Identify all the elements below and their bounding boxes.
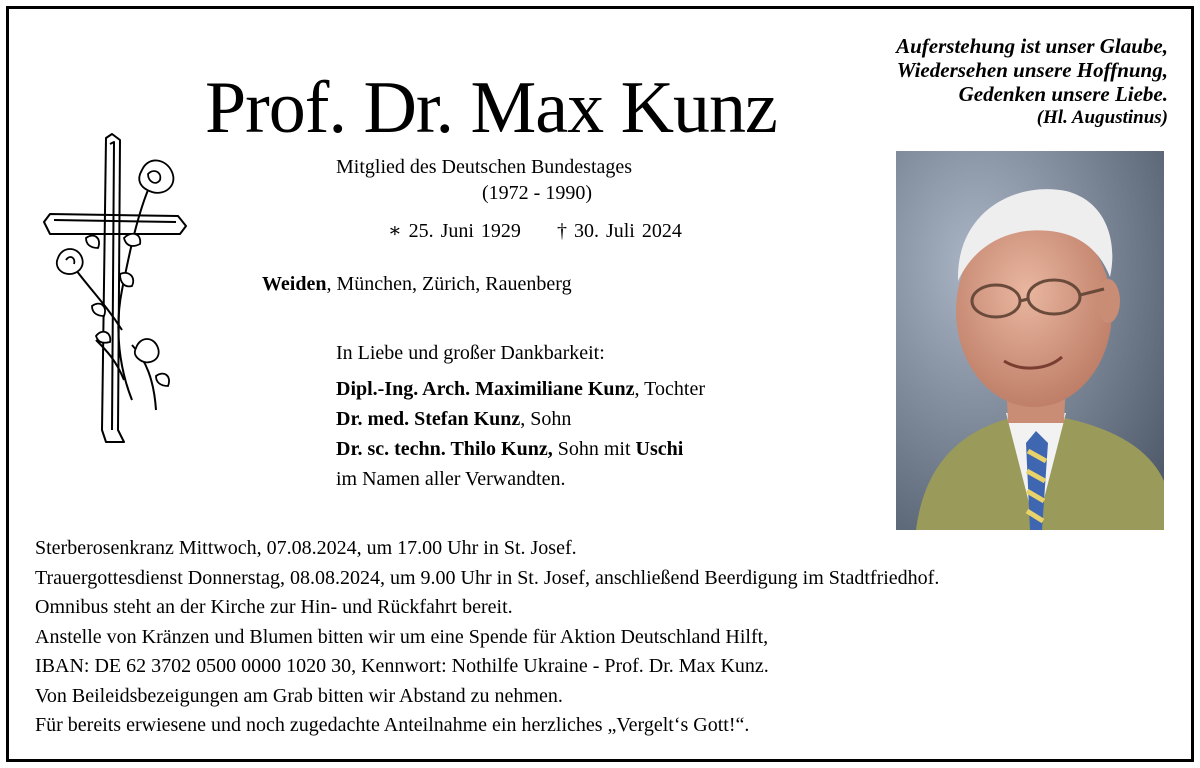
place-others: , München, Zürich, Rauenberg [326, 273, 572, 295]
death-date: † 30. Juli 2024 [556, 220, 682, 242]
mourner-2-name: Dr. med. Stefan Kunz [336, 408, 521, 430]
deceased-role: Mitglied des Deutschen Bundestages [336, 156, 633, 178]
portrait-photo [896, 151, 1164, 530]
deceased-role-period: (1972 - 1990) [482, 182, 592, 204]
quote-line-3: Gedenken unsere Liebe. [958, 82, 1168, 106]
info-line-5: IBAN: DE 62 3702 0500 0000 1020 30, Kennwort: Nothilfe Ukraine - Prof. Dr. Max Kunz. [35, 655, 769, 677]
mourner-1 [336, 374, 705, 404]
info-line-3: Omnibus steht an der Kirche zur Hin- und Rückfahrt bereit. [35, 596, 513, 618]
mourner-2-relation: , Sohn [520, 408, 572, 430]
info-line-1: Sterberosenkranz Mittwoch, 07.08.2024, um 17.00 Uhr in St. Josef. [35, 537, 577, 559]
service-information [35, 534, 939, 741]
place-primary: Weiden [262, 273, 327, 295]
life-dates [388, 218, 682, 243]
mourner-3-relation: Sohn mit [552, 438, 636, 460]
info-line-7: Für bereits erwiesene und noch zugedachte Anteilnahme ein herzliches „Vergelt‘s Gott!“. [35, 714, 750, 736]
mourner-2 [336, 404, 705, 434]
mourner-1-relation: , Tochter [634, 378, 705, 400]
mourner-3-name: Dr. sc. techn. Thilo Kunz, [336, 438, 553, 460]
info-line-4: Anstelle von Kränzen und Blumen bitten wir um eine Spende für Aktion Deutschland Hilft, [35, 625, 769, 648]
quote-line-1: Auferstehung ist unser Glaube, [896, 34, 1168, 58]
quote-line-2: Wiedersehen unsere Hoffnung, [896, 58, 1168, 82]
mourners-closing: im Namen aller Verwandten. [336, 468, 566, 490]
mourners-list [336, 374, 705, 494]
mourners-intro: In Liebe und großer Dankbarkeit: [336, 342, 605, 364]
mourner-3-partner: Uschi [635, 438, 684, 460]
birth-date: ∗ 25. Juni 1929 [388, 220, 521, 242]
info-line-2: Trauergottesdienst Donnerstag, 08.08.2024, um 9.00 Uhr in St. Josef, anschließend Beerdigung im Stadtfriedhof. [35, 566, 940, 589]
quote-source: (Hl. Augustinus) [1036, 107, 1168, 128]
deceased-name: Prof. Dr. Max Kunz [205, 67, 777, 149]
portrait-illustration [896, 151, 1164, 530]
info-line-6: Von Beileidsbezeigungen am Grab bitten wir Abstand zu nehmen. [35, 684, 563, 707]
mourner-3 [336, 434, 705, 464]
cross-with-roses-icon [36, 130, 196, 470]
mourner-1-name: Dipl.-Ing. Arch. Maximiliane Kunz [336, 378, 635, 400]
places-line [262, 273, 572, 296]
